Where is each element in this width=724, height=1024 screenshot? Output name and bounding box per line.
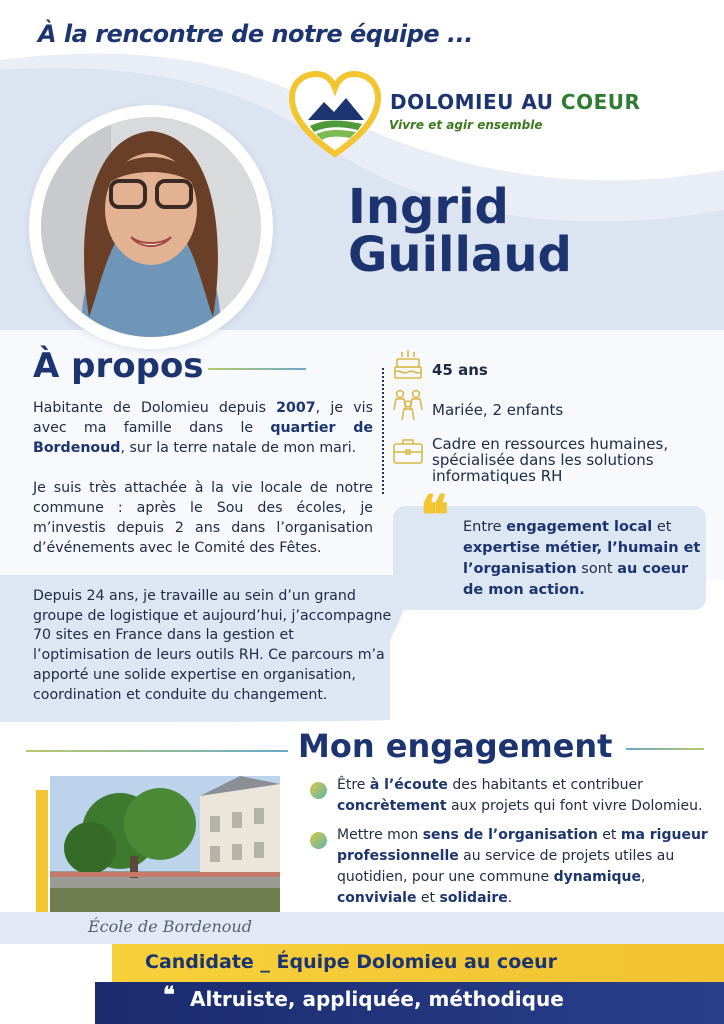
quote-a: Entre (463, 519, 507, 535)
quote-d: expertise métier, l’humain et l’organisation (463, 540, 701, 577)
brand-name (390, 90, 640, 114)
portrait-photo (41, 117, 261, 337)
header-title: À la rencontre de notre équipe ... (38, 20, 473, 48)
eng1-e: aux projets qui font vivre Dolomieu. (446, 798, 703, 814)
bullet-dot-2 (310, 832, 327, 849)
eng2-j: solidaire (439, 890, 508, 906)
school-photo (50, 776, 280, 912)
bullet-dot-1 (310, 782, 327, 799)
fact-age: 45 ans (432, 361, 488, 379)
eng2-a: Mettre mon (337, 827, 423, 843)
about-p1-year: 2007 (276, 400, 316, 416)
quote-f: au coeur de mon action. (463, 561, 689, 598)
quote-mark-icon: ❝ (420, 483, 450, 547)
photo-accent-bar (36, 790, 48, 912)
photo-caption: École de Bordenoud (88, 917, 252, 936)
eng2-h: conviviale (337, 890, 417, 906)
eng2-k: . (507, 890, 513, 906)
candidate-text: Candidate _ Équipe Dolomieu au coeur (145, 951, 558, 973)
eng2-i: et (416, 890, 440, 906)
eng2-c: et (597, 827, 621, 843)
quote-e: sont (576, 561, 618, 577)
family-icon (390, 388, 426, 422)
traits-text: Altruiste, appliquée, méthodique (190, 987, 564, 1011)
briefcase-icon (392, 436, 424, 466)
eng1-c: des habitants et contribuer (447, 777, 643, 793)
about-p1-b: , je vis avec ma famille dans le (33, 400, 373, 436)
brand-name-part2: COEUR (560, 90, 641, 114)
about-paragraph-1 (33, 398, 373, 458)
eng2-f: dynamique (553, 869, 641, 885)
about-heading: À propos (33, 346, 204, 386)
about-paragraph-2: Je suis très attachée à la vie locale de notre commune : après le Sou des écoles, je m’investis depuis 2 ans dans l’organisation d’événements avec le Comité des Fêtes. (33, 480, 373, 556)
eng1-b: à l’écoute (369, 777, 448, 793)
brand-name-part1: DOLOMIEU AU (390, 90, 561, 114)
about-p1-place: quartier de Bordenoud (33, 420, 373, 456)
person-name (348, 179, 572, 283)
brand-tagline: Vivre et agir ensemble (389, 118, 543, 132)
eng2-e: au service de projets utiles au quotidien, pour une commune (337, 848, 675, 885)
birthday-cake-icon (392, 348, 424, 382)
quote-c: et (652, 519, 672, 535)
quote-text (463, 517, 708, 601)
quote-b: engagement local (506, 519, 653, 535)
about-p1-c: , sur la terre natale de mon mari. (120, 440, 357, 456)
eng2-g: , (641, 869, 646, 885)
heart-logo-icon (286, 68, 384, 160)
eng1-a: Être (337, 777, 370, 793)
fact-job: Cadre en ressources humaines, spécialisée dans les solutions informatiques RH (432, 435, 669, 485)
traits-quote-icon: ❝ (163, 982, 175, 1008)
about-p1-a: Habitante de Dolomieu depuis (33, 400, 277, 416)
facts-separator (382, 368, 384, 494)
eng2-b: sens de l’organisation (422, 827, 598, 843)
about-divider (208, 368, 306, 370)
eng2-d: ma rigueur professionnelle (337, 827, 708, 864)
engagement-divider-left (26, 750, 288, 752)
engagement-item-2 (337, 825, 712, 909)
last-name: Guillaud (348, 227, 572, 283)
engagement-heading: Mon engagement (298, 727, 613, 765)
first-name: Ingrid (348, 179, 509, 235)
engagement-item-1 (337, 775, 717, 817)
fact-family: Mariée, 2 enfants (432, 401, 564, 419)
about-paragraph-3: Depuis 24 ans, je travaille au sein d’un grand groupe de logistique et aujourd’hui, j’accompagne 70 sites en France dans la gestion et l’optimisation de leurs outils RH. Ce parcours m’a apporté une solide expertise en organisation, coordination et conduite du changement. (33, 588, 392, 703)
eng1-d: concrètement (337, 798, 447, 814)
engagement-divider-right (626, 748, 704, 750)
